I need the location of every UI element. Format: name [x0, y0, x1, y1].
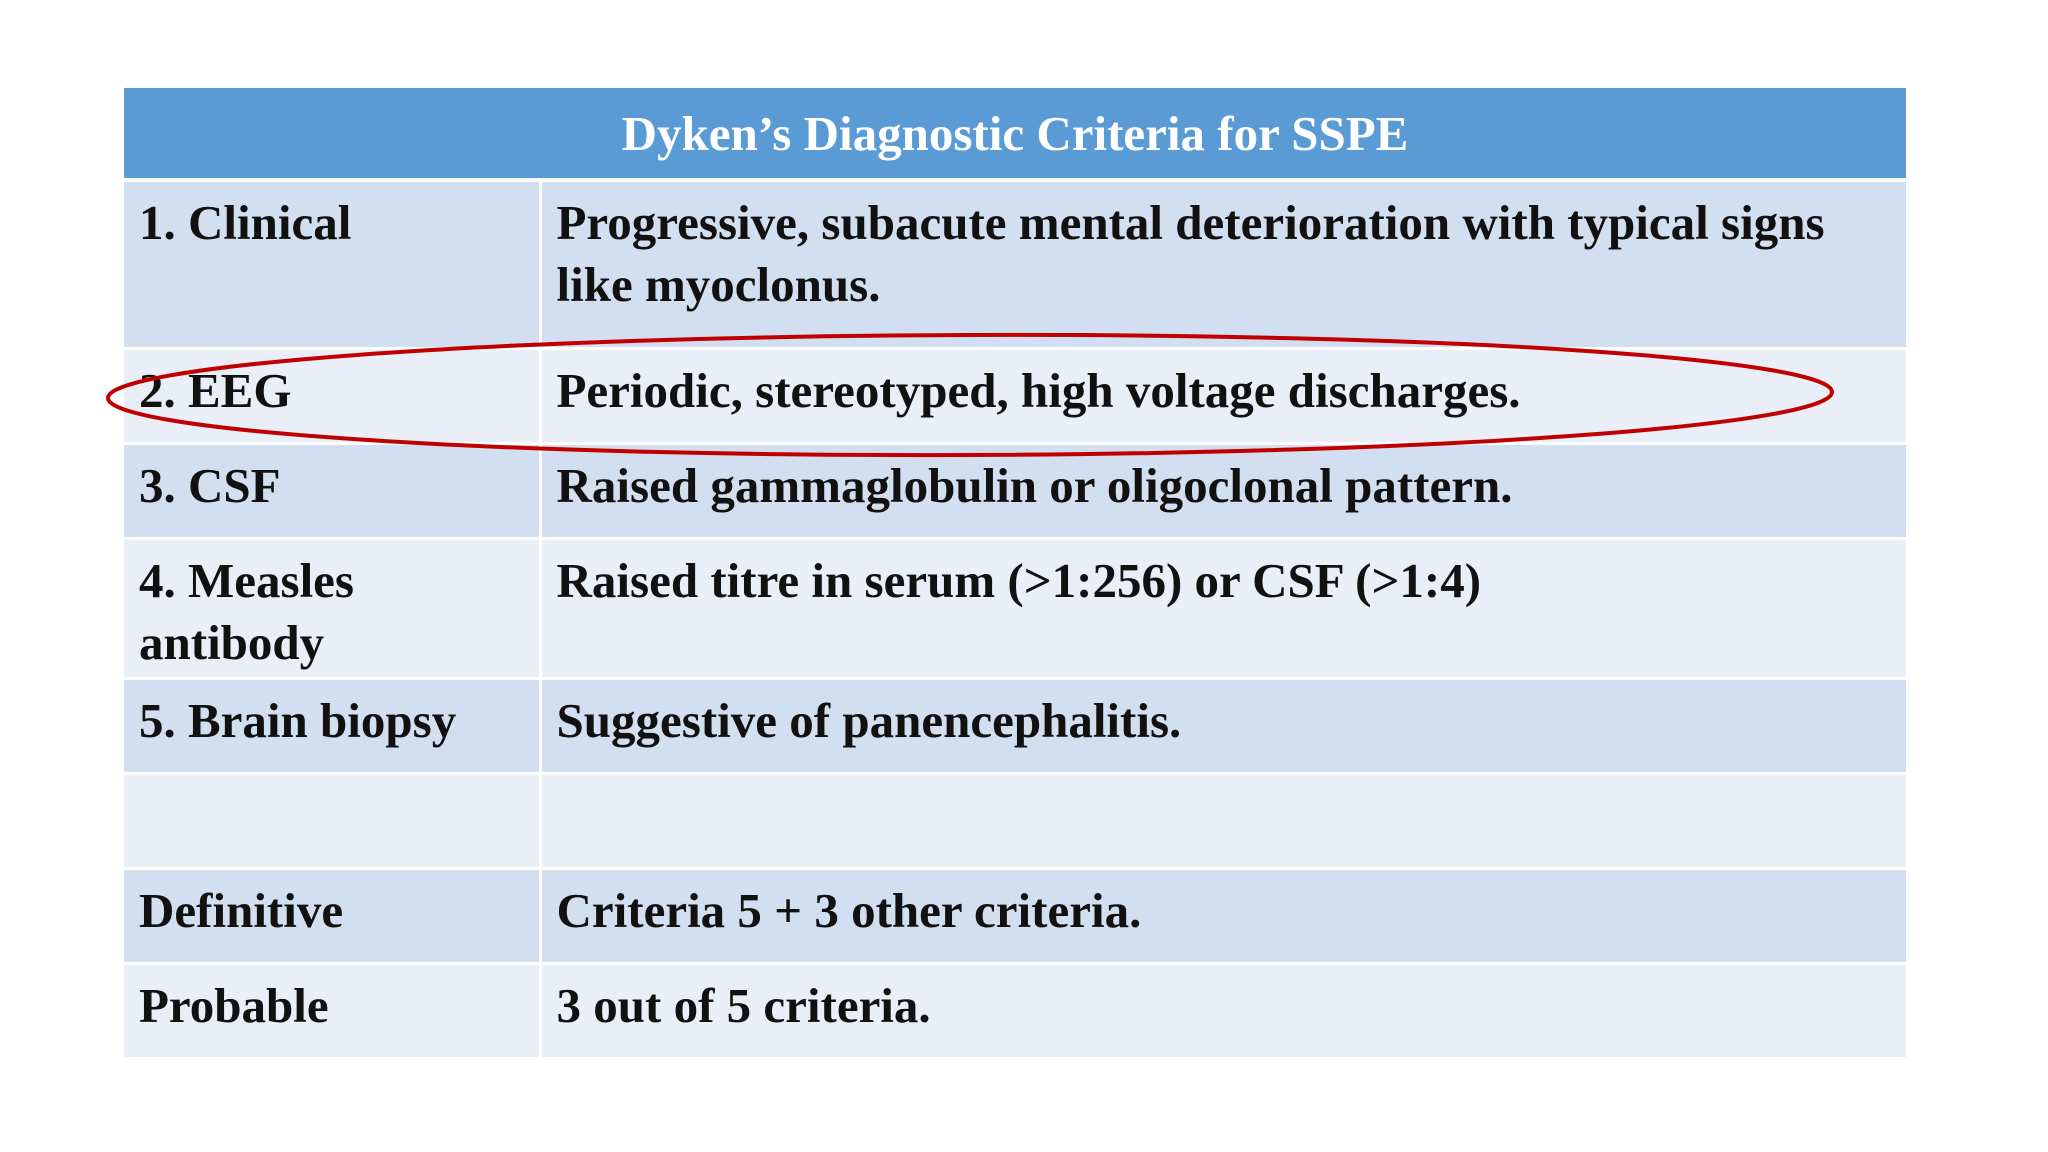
criterion-description: 3 out of 5 criteria. — [540, 963, 1906, 1058]
table-row-measles-antibody — [124, 538, 1906, 678]
criterion-label: 4. Measles antibody — [124, 538, 540, 678]
criteria-table — [124, 88, 1906, 1060]
criterion-description: Suggestive of panencephalitis. — [540, 678, 1906, 773]
table-row-clinical — [124, 180, 1906, 348]
table-row-csf — [124, 443, 1906, 538]
table-row-brain-biopsy — [124, 678, 1906, 773]
criterion-label: 3. CSF — [124, 443, 540, 538]
table-row-definitive — [124, 868, 1906, 963]
criterion-label: Definitive — [124, 868, 540, 963]
criterion-label — [124, 773, 540, 868]
criterion-description: Criteria 5 + 3 other criteria. — [540, 868, 1906, 963]
table-title: Dyken’s Diagnostic Criteria for SSPE — [124, 88, 1906, 180]
table-row-probable — [124, 963, 1906, 1058]
criterion-label: 2. EEG — [124, 348, 540, 443]
criterion-label: 5. Brain biopsy — [124, 678, 540, 773]
criterion-description: Progressive, subacute mental deterioration with typical signs like myoclonus. — [540, 180, 1906, 348]
criterion-description: Raised titre in serum (>1:256) or CSF (>1:4) — [540, 538, 1906, 678]
criterion-description: Periodic, stereotyped, high voltage discharges. — [540, 348, 1906, 443]
table-header-row — [124, 88, 1906, 180]
criterion-description — [540, 773, 1906, 868]
criterion-label: 1. Clinical — [124, 180, 540, 348]
criterion-description: Raised gammaglobulin or oligoclonal pattern. — [540, 443, 1906, 538]
table-row-empty — [124, 773, 1906, 868]
table-row-eeg — [124, 348, 1906, 443]
criterion-label: Probable — [124, 963, 540, 1058]
